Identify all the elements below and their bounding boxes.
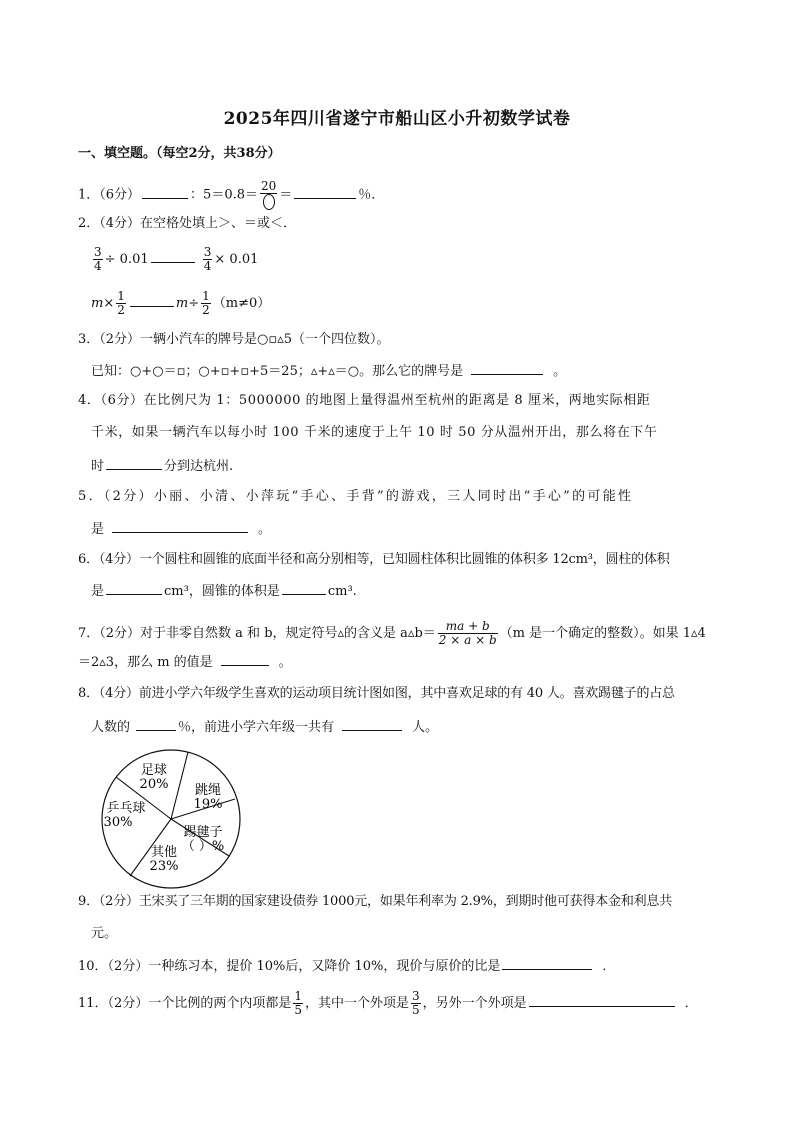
pie-label-football: 足球: [140, 763, 168, 778]
question-5: 5．（2分）小丽、小清、小萍玩“手心、手背”的游戏，三人同时出“手心”的可能性: [78, 489, 634, 504]
q1-tail: ％．: [358, 187, 385, 203]
question-3: 3．（2分）一辆小汽车的牌号是○▫▵5（一个四位数）。: [78, 332, 390, 347]
answer-blank[interactable]: [282, 582, 326, 595]
blank-circle[interactable]: [263, 194, 275, 210]
page-title: 2025年四川省遂宁市船山区小升初数学试卷: [223, 109, 571, 129]
answer-blank[interactable]: [221, 653, 269, 666]
question-2a: $\frac{3}{4}$ ÷ 0.01 $\frac{3}{4}$ × 0.01: [94, 245, 259, 273]
pie-label-pingpong: 乒乓球: [106, 801, 146, 816]
question-5-line2: 是 。: [91, 522, 272, 537]
pie-label-shuttlecock: 踢毽子: [183, 825, 223, 840]
answer-blank[interactable]: [106, 582, 162, 595]
fraction: $\frac{1}{2}$: [202, 289, 210, 317]
question-4: 4．（6分）在比例尺为 1：5000000 的地图上量得温州至杭州的距离是 8 厘米，两地实际相距: [78, 393, 651, 408]
pie-value-shuttlecock: （ ）%: [181, 839, 225, 854]
answer-blank[interactable]: [130, 294, 174, 307]
fraction-numerator: 20: [261, 179, 277, 193]
question-6: 6．（4分）一个圆柱和圆锥的底面半径和高分别相等，已知圆柱体积比圆锥的体积多 12cm³，圆柱的体积: [78, 552, 670, 567]
q1-fraction: [260, 180, 277, 210]
answer-blank[interactable]: [471, 362, 543, 375]
question-7: 7．（2分）对于非零自然数 a 和 b，规定符号▵的含义是 a▵b＝ $\frac{ma + b}{2 \times a \times b}$ （m 是一个确定的整数）。如果 1▵4: [78, 619, 706, 647]
section-heading: 一、填空题。（每空2分，共38分）: [78, 146, 281, 161]
question-9: 9．（2分）王宋买了三年期的国家建设债券 1000元，如果年利率为 2.9%，到期时他可获得本金和利息共: [78, 894, 673, 909]
question-9-line2: 元。: [91, 926, 118, 941]
pie-value-other: 23%: [149, 859, 179, 874]
question-3-line2: 已知：○+○＝▫；○+▫+▫+5＝25；▵+▵＝○。那么它的牌号是 。: [91, 364, 567, 379]
question-10: 10．（2分）一种练习本，提价 10%后，又降价 10%，现价与原价的比是 ．: [78, 959, 616, 974]
pie-value-football: 20%: [139, 777, 169, 792]
pie-value-jumprope: 19%: [193, 797, 223, 812]
question-8-line2: 人数的 ％，前进小学六年级一共有 人。: [91, 720, 439, 735]
answer-blank[interactable]: [342, 718, 402, 731]
answer-blank[interactable]: [136, 718, 176, 731]
pie-value-pingpong: 30%: [103, 815, 133, 830]
answer-blank[interactable]: [112, 520, 248, 533]
question-2b: m× $\frac{1}{2}$ m÷ $\frac{1}{2}$ （m≠0）: [91, 289, 271, 317]
answer-blank[interactable]: [106, 457, 162, 470]
question-6-line2: 是 cm³，圆锥的体积是 cm³.: [91, 584, 357, 599]
question-4-line3: 时 分到达杭州.: [91, 459, 234, 474]
fraction: $\frac{1}{2}$: [117, 289, 125, 317]
question-8: 8．（4分）前进小学六年级学生喜欢的运动项目统计图如图，其中喜欢足球的有 40 人。喜欢踢毽子的占总: [78, 686, 675, 701]
sports-pie-chart: [96, 744, 246, 894]
question-4-line2: 千米，如果一辆汽车以每小时 100 千米的速度于上午 10 时 50 分从温州开出，那么将在下午: [91, 425, 658, 440]
question-2: 2．（4分）在空格处填上＞、＝或＜．: [78, 216, 297, 231]
answer-blank[interactable]: [294, 186, 356, 199]
pie-label-jumprope: 跳绳: [194, 783, 222, 798]
answer-blank[interactable]: [151, 250, 195, 263]
answer-blank[interactable]: [502, 957, 592, 970]
question-7-line2: ＝2▵3，那么 m 的值是 。: [78, 655, 292, 670]
fraction: $\frac{3}{5}$: [411, 989, 420, 1017]
pie-label-other: 其他: [150, 845, 178, 860]
question-11: 11．（2分）一个比例的两个内项都是 $\frac{1}{5}$ ，其中一个外项是 $\frac{3}{5}$ ，另外一个外项是 ．: [78, 989, 698, 1017]
fraction: $\frac{3}{4}$: [203, 245, 212, 273]
answer-blank[interactable]: [529, 994, 675, 1007]
q7-fraction: $\frac{ma + b}{2 \times a \times b}$: [438, 619, 497, 647]
answer-blank[interactable]: [142, 186, 188, 199]
fraction-denominator: [260, 194, 277, 210]
q1-text: ：5＝0.8＝: [190, 187, 258, 203]
fraction: $\frac{3}{4}$: [94, 245, 102, 273]
q1-label: 1．（6分）: [78, 187, 141, 203]
fraction: $\frac{1}{5}$: [294, 989, 302, 1017]
question-1: 1．（6分） ：5＝0.8＝ 20 ＝ ％．: [78, 180, 384, 210]
